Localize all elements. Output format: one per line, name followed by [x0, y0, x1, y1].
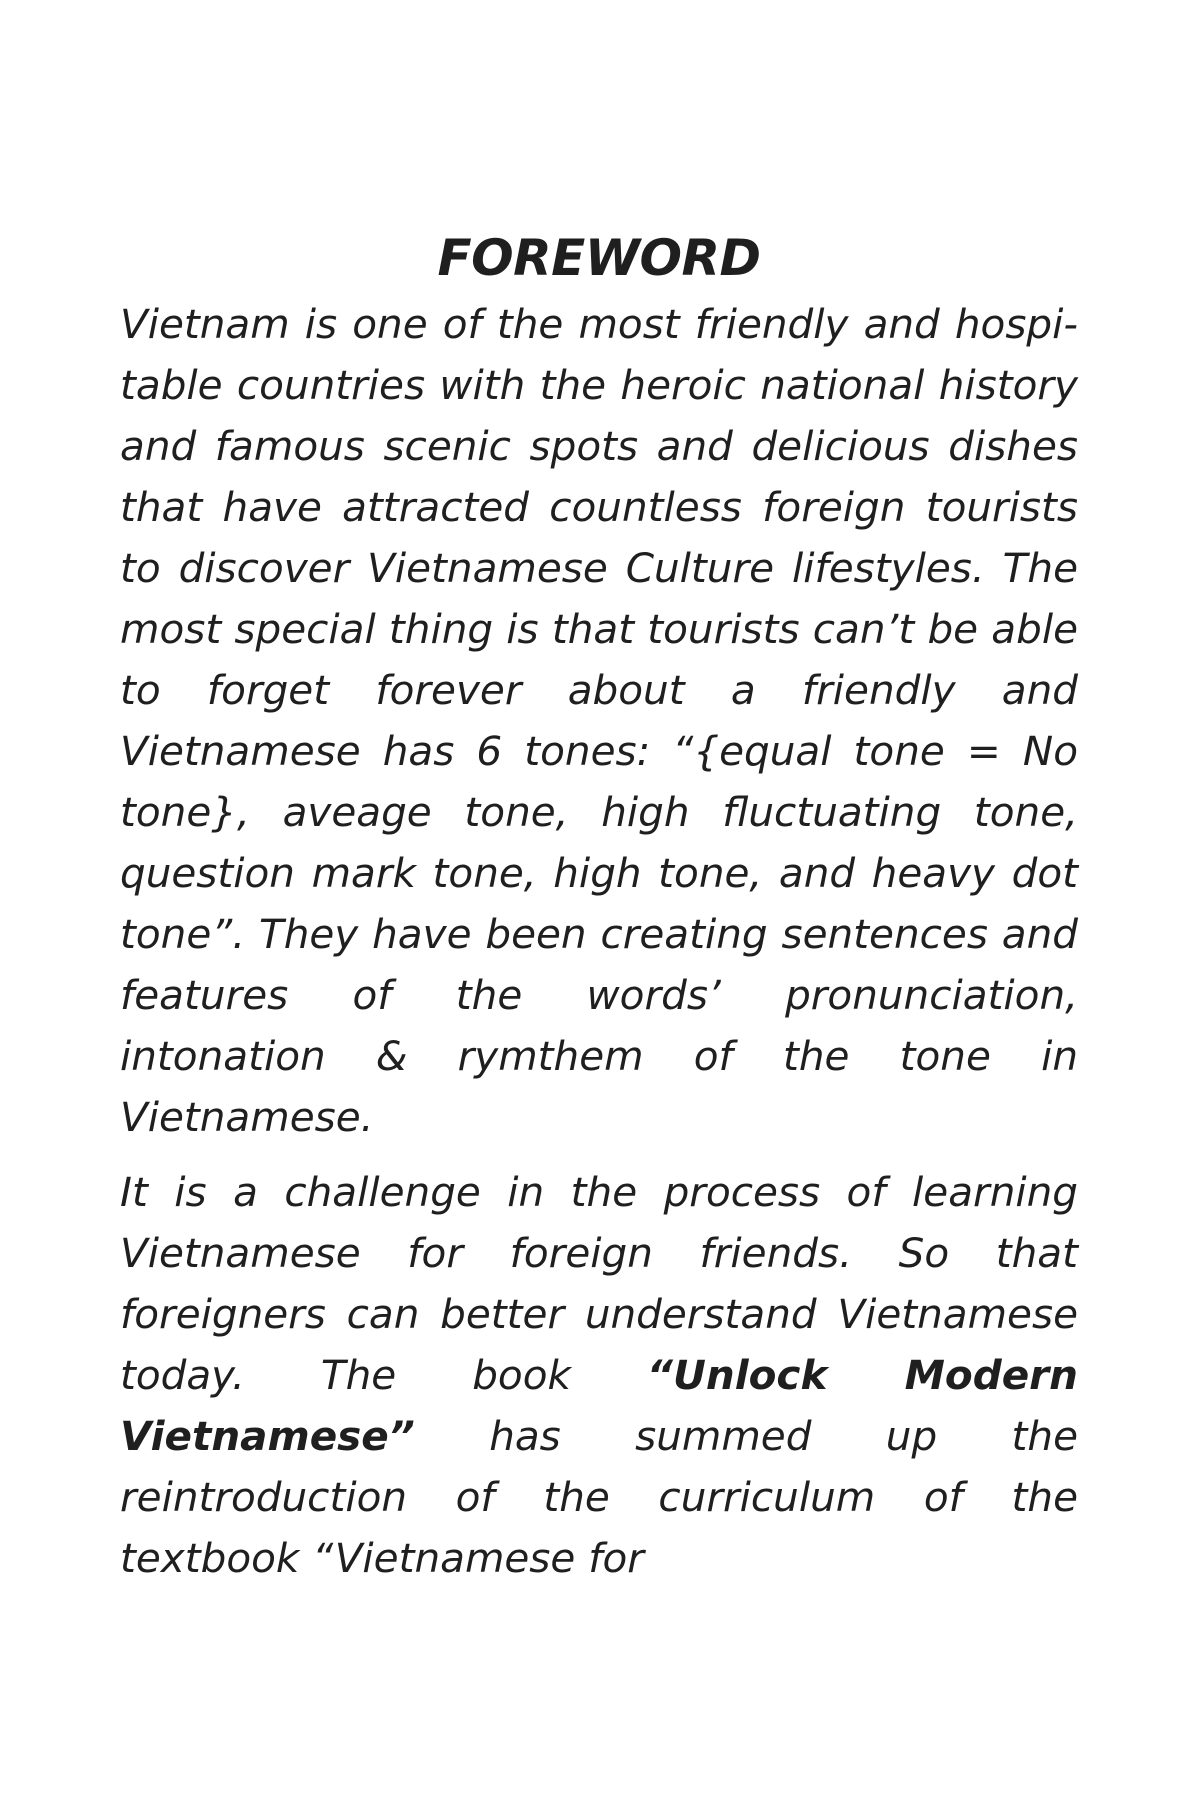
- book-title-bold: “Unlock Modern Vietnamese”: [120, 1351, 1078, 1460]
- foreword-paragraph-1: Vietnam is one of the most friendly and hospi-table countries with the heroic national history and famous scenic spots and delicious dishes that have attracted countless foreign tourists to discover Vietnamese Culture lifestyles. The most special thing is that tourists can’t be able to forget forever about a friendly and Vietnamese has 6 tones: “{equal tone = No tone}, aveage tone, high fluctuating tone, question mark tone, high tone, and heavy dot tone”. They have been creating sentences and features of the words’ pronunciation, intonation & rymthem of the tone in Vietnamese.: [120, 300, 1078, 1141]
- paragraph-2-continuation-text: has summed up the reintroduction of the curriculum of the textbook “Vietnamese for: [120, 1412, 1078, 1582]
- foreword-paragraph-2: [120, 1162, 1078, 1589]
- page-title: FOREWORD: [437, 229, 761, 287]
- paragraph-2-intro-text: It is a challenge in the process of learning Vietnamese for foreign friends. So that foreigners can better understand Vietnamese today. The book: [120, 1168, 1078, 1399]
- foreword-section: [120, 228, 1078, 1589]
